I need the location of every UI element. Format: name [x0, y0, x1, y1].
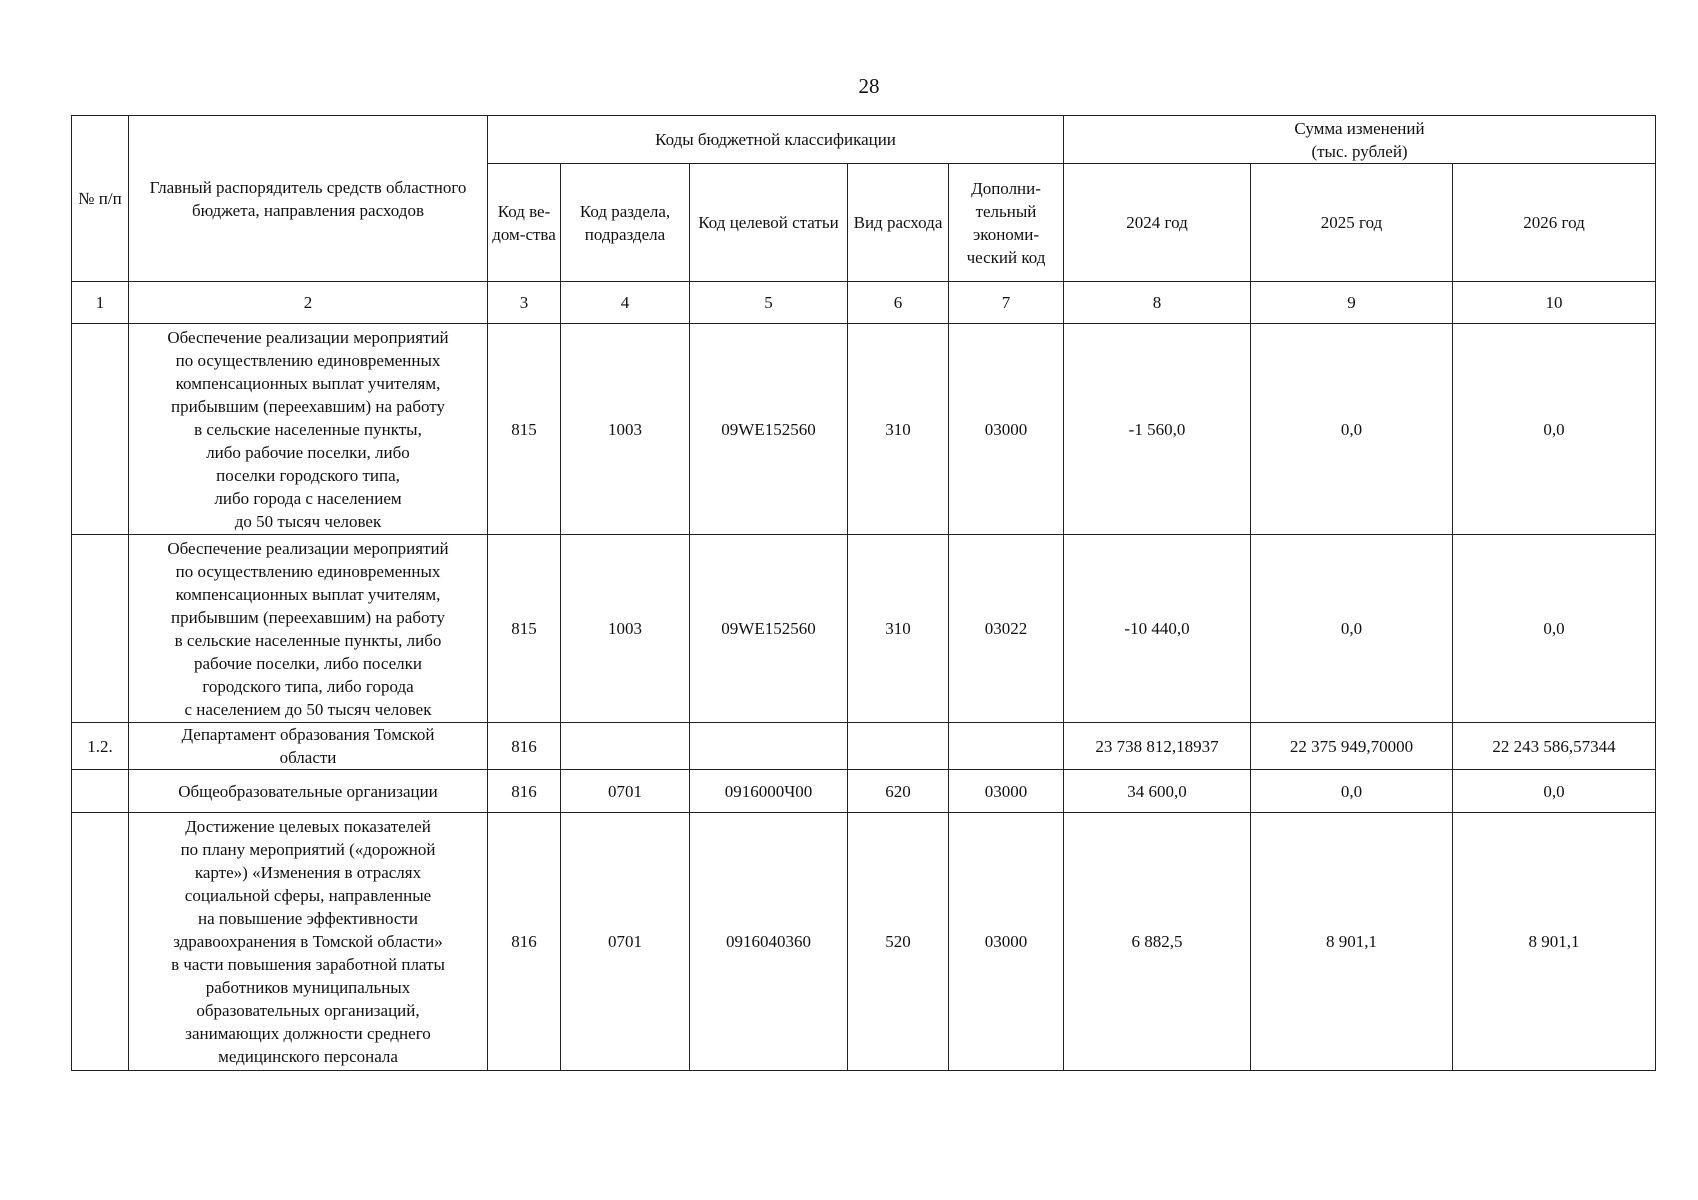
column-numbers-row: [72, 282, 1656, 324]
header-name: Главный распорядитель средств областного бюджета, направления расходов: [129, 116, 488, 282]
sum-2024: -10 440,0: [1064, 535, 1251, 723]
target-code: [690, 723, 848, 770]
sum-2024: 34 600,0: [1064, 770, 1251, 813]
dept-code: 816: [488, 723, 561, 770]
econ-code: 03022: [949, 535, 1064, 723]
description-line: в сельские населенные пункты, либо: [174, 630, 442, 650]
table-row: [72, 813, 1656, 1071]
sum-2026: 0,0: [1453, 535, 1656, 723]
description-line: Обеспечение реализации мероприятий: [167, 538, 449, 558]
sum-2025: 8 901,1: [1251, 813, 1453, 1071]
sum-2026: 22 243 586,57344: [1453, 723, 1656, 770]
col-number: 5: [690, 282, 848, 324]
col-number: 9: [1251, 282, 1453, 324]
section-code: 1003: [561, 324, 690, 535]
header-target-code: Код целевой статьи: [690, 164, 848, 282]
econ-code: 03000: [949, 770, 1064, 813]
section-code: [561, 723, 690, 770]
description-line: области: [279, 748, 337, 767]
col-number: 3: [488, 282, 561, 324]
econ-code: [949, 723, 1064, 770]
row-num: 1.2.: [72, 723, 129, 770]
description-line: работников муниципальных: [205, 978, 411, 997]
description-line: до 50 тысяч человек: [234, 511, 382, 531]
description-line: по осуществлению единовременных: [175, 350, 441, 370]
description-line: либо рабочие поселки, либо: [206, 442, 410, 462]
header-year-2025: 2025 год: [1251, 164, 1453, 282]
section-code: 1003: [561, 535, 690, 723]
description-line: в части повышения заработной платы: [171, 955, 445, 974]
description-line: на повышение эффективности: [198, 909, 418, 928]
header-econ-code: Дополни-тельный экономи-ческий код: [949, 164, 1064, 282]
dept-code: 815: [488, 535, 561, 723]
header-year-2024: 2024 год: [1064, 164, 1251, 282]
description-line: городского типа, либо города: [202, 676, 414, 696]
expense-type: [848, 723, 949, 770]
col-number: 4: [561, 282, 690, 324]
header-row-1: [72, 116, 1656, 164]
header-num: № п/п: [72, 116, 129, 282]
sum-2025: 0,0: [1251, 324, 1453, 535]
description-line: по осуществлению единовременных: [175, 561, 441, 581]
row-num: [72, 770, 129, 813]
table-row: [72, 535, 1656, 723]
target-code: 0916000Ч00: [690, 770, 848, 813]
description-line: прибывшим (переехавшим) на работу: [171, 396, 445, 416]
header-sum-line1: Сумма изменений: [1294, 118, 1425, 138]
row-description: [129, 723, 488, 770]
description-line: прибывшим (переехавшим) на работу: [171, 607, 445, 627]
section-code: 0701: [561, 813, 690, 1071]
row-description: [129, 324, 488, 535]
econ-code: 03000: [949, 813, 1064, 1071]
sum-2025: 22 375 949,70000: [1251, 723, 1453, 770]
budget-changes-table: [71, 115, 1656, 1071]
target-code: 09WE152560: [690, 535, 848, 723]
header-section-code: Код раздела, подраздела: [561, 164, 690, 282]
col-number: 7: [949, 282, 1064, 324]
expense-type: 310: [848, 535, 949, 723]
header-sum-line2: (тыс. рублей): [1311, 141, 1408, 161]
sum-2024: 23 738 812,18937: [1064, 723, 1251, 770]
description-line: карте») «Изменения в отраслях: [194, 863, 422, 882]
expense-type: 310: [848, 324, 949, 535]
header-year-2026: 2026 год: [1453, 164, 1656, 282]
description-line: компенсационных выплат учителям,: [175, 584, 441, 604]
expense-type: 520: [848, 813, 949, 1071]
description-line: в сельские населенные пункты,: [194, 419, 422, 439]
description-line: образовательных организаций,: [196, 1001, 420, 1020]
description-line: поселки городского типа,: [216, 465, 400, 485]
target-code: 09WE152560: [690, 324, 848, 535]
section-code: 0701: [561, 770, 690, 813]
description-line: здравоохранения в Томской области»: [173, 932, 443, 951]
description-line: по плану мероприятий («дорожной: [180, 840, 436, 859]
description-line: рабочие поселки, либо поселки: [194, 653, 422, 673]
target-code: 0916040360: [690, 813, 848, 1071]
description-line: компенсационных выплат учителям,: [175, 373, 441, 393]
dept-code: 816: [488, 813, 561, 1071]
sum-2026: 8 901,1: [1453, 813, 1656, 1071]
col-number: 2: [129, 282, 488, 324]
row-num: [72, 535, 129, 723]
description-line: с населением до 50 тысяч человек: [184, 699, 432, 719]
dept-code: 815: [488, 324, 561, 535]
dept-code: 816: [488, 770, 561, 813]
sum-2024: 6 882,5: [1064, 813, 1251, 1071]
description-line: Достижение целевых показателей: [185, 817, 431, 836]
sum-2025: 0,0: [1251, 770, 1453, 813]
row-description: [129, 535, 488, 723]
table-row: [72, 324, 1656, 535]
col-number: 6: [848, 282, 949, 324]
description-line: Департамент образования Томской: [181, 725, 435, 744]
row-num: [72, 813, 129, 1071]
sum-2024: -1 560,0: [1064, 324, 1251, 535]
sum-2026: 0,0: [1453, 324, 1656, 535]
description-line: Обеспечение реализации мероприятий: [167, 327, 449, 347]
header-codes-group: Коды бюджетной классификации: [488, 116, 1064, 164]
page-number: 28: [858, 74, 880, 98]
row-description: [129, 770, 488, 813]
description-line: занимающих должности среднего: [185, 1024, 431, 1043]
col-number: 1: [72, 282, 129, 324]
row-num: [72, 324, 129, 535]
table-row: [72, 770, 1656, 813]
expense-type: 620: [848, 770, 949, 813]
econ-code: 03000: [949, 324, 1064, 535]
sum-2025: 0,0: [1251, 535, 1453, 723]
description-line: медицинского персонала: [218, 1047, 398, 1066]
header-sum-group: [1064, 116, 1656, 164]
description-line: Общеобразовательные организации: [178, 781, 438, 801]
table-row: [72, 723, 1656, 770]
row-description: [129, 813, 488, 1071]
description-line: либо города с населением: [214, 488, 402, 508]
sum-2026: 0,0: [1453, 770, 1656, 813]
col-number: 10: [1453, 282, 1656, 324]
description-line: социальной сферы, направленные: [184, 886, 432, 905]
col-number: 8: [1064, 282, 1251, 324]
header-expense-type: Вид расхода: [848, 164, 949, 282]
header-dept-code: Код ве-дом-ства: [488, 164, 561, 282]
